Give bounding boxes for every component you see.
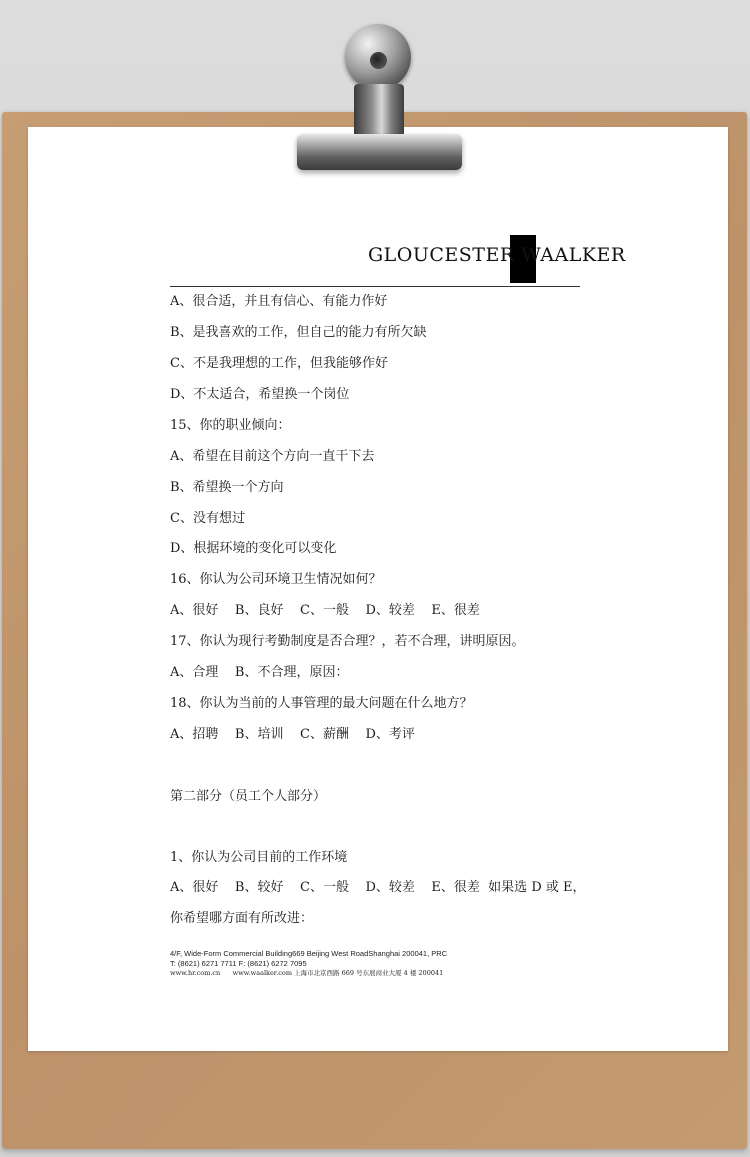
option-line: D、不太适合，希望换一个岗位 xyxy=(170,387,350,402)
option-line: B、希望换一个方向 xyxy=(170,480,284,495)
footer-phone: T: (8621) 6271 7711 F: (8621) 6272 7095 xyxy=(170,959,307,968)
option-line: A、招聘 B、培训 C、薪酬 D、考评 xyxy=(170,727,415,742)
option-line: C、没有想过 xyxy=(170,511,245,526)
footer-web: www.hr.com.cn www.waalker.com 上海市北京西路 669 号东展商业大厦 4 楼 200041 xyxy=(170,969,444,977)
option-line: B、是我喜欢的工作，但自己的能力有所欠缺 xyxy=(170,325,427,340)
option-line: D、根据环境的变化可以变化 xyxy=(170,541,337,556)
logo-text: GLOUCESTER WAALKER xyxy=(368,244,626,266)
question-line: 16、你认为公司环境卫生情况如何？ xyxy=(170,572,382,587)
clip-neck xyxy=(354,84,404,136)
option-line: A、很好 B、良好 C、一般 D、较差 E、很差 xyxy=(170,603,480,618)
option-line: A、很合适，并且有信心、有能力作好 xyxy=(170,294,388,309)
clip-base xyxy=(297,134,462,170)
header-rule xyxy=(170,286,580,287)
option-line: 你希望哪方面有所改进： xyxy=(170,911,314,926)
question-line: 1、你认为公司目前的工作环境 xyxy=(170,850,348,865)
option-line: C、不是我理想的工作，但我能够作好 xyxy=(170,356,388,371)
clip-hole xyxy=(370,52,387,69)
option-line: A、合理 B、不合理，原因： xyxy=(170,665,349,680)
option-line: A、希望在目前这个方向一直干下去 xyxy=(170,449,375,464)
question-line: 17、你认为现行考勤制度是否合理？，若不合理，讲明原因。 xyxy=(170,634,525,649)
footer-address: 4/F, Wide-Form Commercial Building669 Beijing West RoadShanghai 200041, PRC xyxy=(170,949,448,958)
company-logo xyxy=(368,240,626,270)
option-line: A、很好 B、较好 C、一般 D、较差 E、很差 如果选 D 或 E， xyxy=(170,880,586,895)
section-heading: 第二部分（员工个人部分） xyxy=(170,789,327,804)
question-line: 15、你的职业倾向： xyxy=(170,418,291,433)
question-line: 18、你认为当前的人事管理的最大问题在什么地方？ xyxy=(170,696,473,711)
